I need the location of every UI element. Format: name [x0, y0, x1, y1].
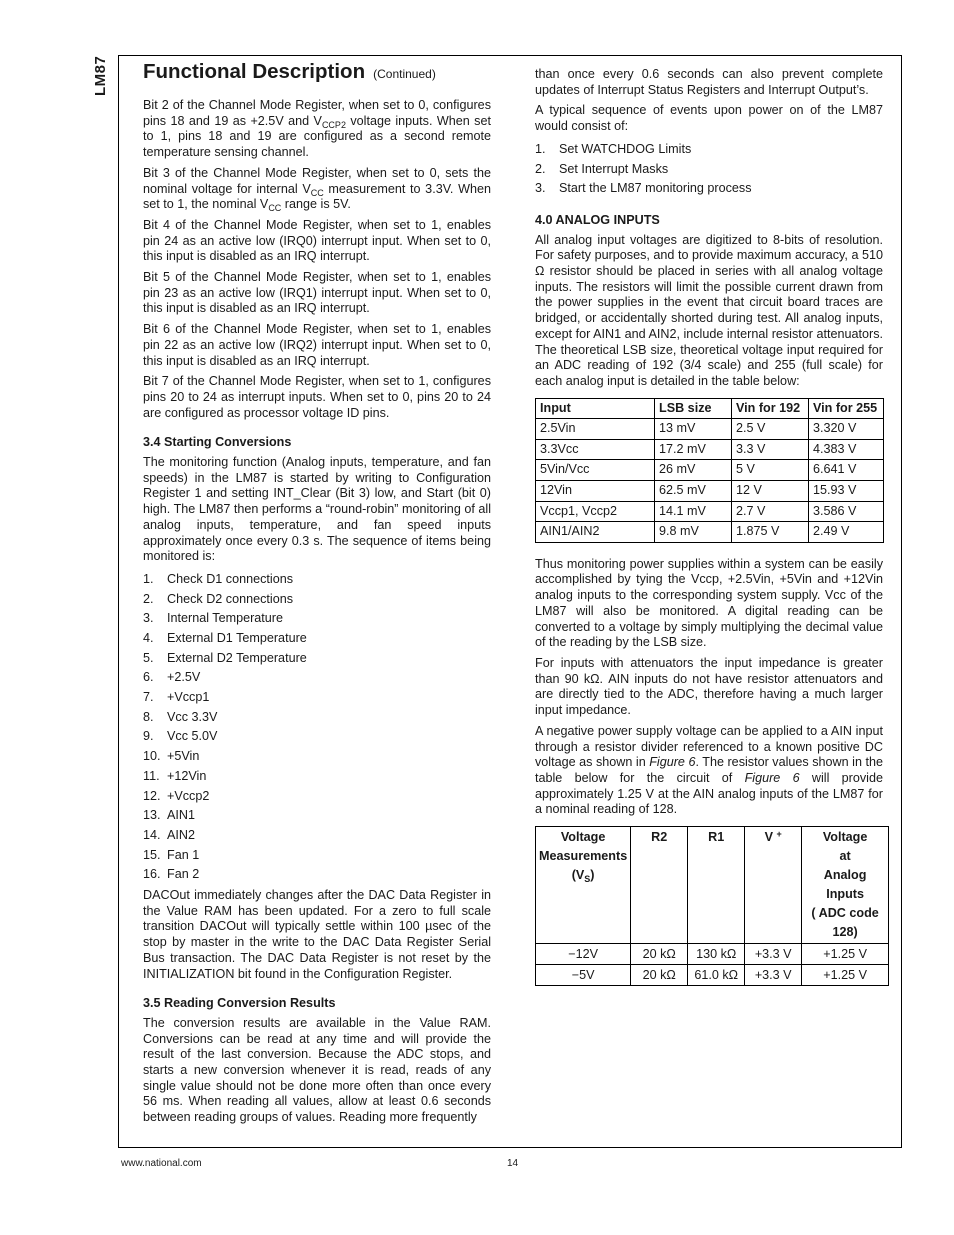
lsb-table-cell: 15.93 V — [809, 480, 884, 501]
divider-table-cell: −5V — [536, 965, 631, 986]
lsb-table-cell: 5 V — [732, 460, 809, 481]
divider-header-r1: R1 — [688, 827, 745, 944]
section-3-5-body: The conversion results are available in the Value RAM. Conversions can be read at any time and will provide the result of the last conversion. Because the ADC stops, and starts a new conversion whenever it is read, reads of any single value should not be done more often than once every 56 ms. When reading all values, allow at least 0.6 seconds between reading groups of values. Reading more frequently — [143, 1015, 491, 1125]
list-item-number: 13. — [143, 808, 161, 823]
power-on-steps-list — [535, 140, 883, 199]
lsb-table-cell: 14.1 mV — [655, 501, 732, 522]
divider-table-cell: 130 kΩ — [688, 944, 745, 965]
list-item-text: +2.5V — [167, 670, 201, 685]
lsb-table-cell: 26 mV — [655, 460, 732, 481]
sequence-item — [143, 708, 491, 728]
divider-header-voltage-at-analog-inputs: Voltage at Analog Inputs ( ADC code 128) — [802, 827, 889, 944]
list-item-text: Check D2 connections — [167, 591, 294, 606]
lsb-table-cell: 17.2 mV — [655, 439, 732, 460]
resistor-divider-table — [535, 826, 889, 986]
title-continued: (Continued) — [373, 67, 436, 81]
footer-url: www.national.com — [121, 1158, 202, 1169]
divider-table-cell: 20 kΩ — [631, 944, 688, 965]
list-item-text: AIN1 — [167, 808, 195, 823]
power-on-step — [535, 160, 883, 180]
footer-page-number: 14 — [507, 1158, 519, 1169]
lsb-header-vin-192: Vin for 192 — [732, 398, 809, 419]
divider-table-cell: +3.3 V — [745, 944, 802, 965]
continued-paragraph: than once every 0.6 seconds can also prevent complete updates of Interrupt Status Registers and Interrupt Output’s. — [535, 67, 883, 97]
list-item-number: 2. — [535, 161, 546, 176]
list-item-text: Vcc 3.3V — [167, 709, 218, 724]
list-item-number: 7. — [143, 690, 154, 705]
list-item-text: +12Vin — [167, 768, 207, 783]
list-item-number: 12. — [143, 788, 161, 803]
sequence-item — [143, 649, 491, 669]
lsb-table-cell: 3.3Vcc — [536, 439, 655, 460]
list-item-number: 1. — [143, 571, 154, 586]
lsb-header-lsb-size: LSB size — [655, 398, 732, 419]
sequence-item — [143, 865, 491, 885]
list-item-number: 4. — [143, 631, 154, 646]
lsb-table-cell: 6.641 V — [809, 460, 884, 481]
title-row — [143, 60, 491, 98]
side-tab — [86, 52, 118, 102]
sequence-item — [143, 668, 491, 688]
lsb-table-cell: AIN1/AIN2 — [536, 522, 655, 543]
figure-6-reference: Figure 6 — [649, 755, 696, 770]
lsb-table-cell: 4.383 V — [809, 439, 884, 460]
sequence-item — [143, 688, 491, 708]
negative-supply-paragraph: A negative power supply voltage can be applied to a AIN input through a resistor divider referenced to a known positive DC voltage as shown in Figure 6. The resistor values shown in the table below for the circuit of Figure 6 will provide approximately 1.25 V at the AIN analog inputs of the LM87 for a nominal reading of 128. — [535, 723, 883, 817]
typical-sequence-paragraph: A typical sequence of events upon power on of the LM87 would consist of: — [535, 103, 883, 134]
list-item-text: External D2 Temperature — [167, 650, 307, 665]
lsb-table-cell: 3.320 V — [809, 419, 884, 440]
list-item-text: +Vccp2 — [167, 788, 210, 803]
list-item-number: 6. — [143, 670, 154, 685]
lsb-table-row — [536, 439, 884, 460]
sequence-item — [143, 846, 491, 866]
list-item-number: 9. — [143, 729, 154, 744]
divider-header-vplus: V + — [745, 827, 802, 944]
monitoring-sequence-list — [143, 570, 491, 885]
lsb-header-input: Input — [536, 398, 655, 419]
divider-header-r2: R2 — [631, 827, 688, 944]
list-item-text: Fan 1 — [167, 847, 200, 862]
list-item-number: 1. — [535, 141, 546, 156]
lsb-table-header-row — [536, 398, 884, 419]
lsb-table-row — [536, 419, 884, 440]
sequence-item — [143, 806, 491, 826]
list-item-number: 15. — [143, 847, 161, 862]
impedance-paragraph: For inputs with attenuators the input impedance is greater than 90 kΩ. AIN inputs do not have resistor attenuators and are directly tied to the ADC, therefore having a much larger input impedance. — [535, 655, 883, 718]
sequence-item — [143, 570, 491, 590]
lsb-table-row — [536, 460, 884, 481]
divider-table-cell: 20 kΩ — [631, 965, 688, 986]
right-column — [535, 67, 883, 986]
section-4-0-body: All analog input voltages are digitized to 8-bits of resolution. For safety purposes, and to provide maximum accuracy, a 510 Ω resistor should be placed in series with all analog voltage inputs. The resistors will limit the possible current drawn from the power supplies in the event that circuit board traces are bridged, or accidentally shorted during test. All analog inputs, except for AIN1 and AIN2, include internal resistor attenuators. The theoretical LSB size, theoretical voltage input required for an ADC reading of 192 (3/4 scale) and 255 (full scale) for each analog input is detailed in the table below: — [535, 232, 883, 388]
section-4-0-heading: 4.0 ANALOG INPUTS — [535, 212, 660, 227]
lsb-table-cell: 3.586 V — [809, 501, 884, 522]
bit5-paragraph: Bit 5 of the Channel Mode Register, when set to 1, enables pin 23 as an active low (IRQ1) interrupt input. When set to 0, this input is disabled as an IRQ interrupt. — [143, 270, 491, 316]
lsb-table-cell: 9.8 mV — [655, 522, 732, 543]
list-item-text: +5Vin — [167, 749, 200, 764]
divider-table-cell: +3.3 V — [745, 965, 802, 986]
side-tab-label: LM87 — [92, 55, 109, 96]
list-item-text: Set Interrupt Masks — [559, 161, 669, 176]
list-item-text: Vcc 5.0V — [167, 729, 218, 744]
divider-table-cell: 61.0 kΩ — [688, 965, 745, 986]
power-on-step — [535, 179, 883, 199]
list-item-text: Fan 2 — [167, 867, 200, 882]
list-item-text: AIN2 — [167, 827, 195, 842]
divider-table-cell: +1.25 V — [802, 944, 889, 965]
section-3-5-heading: 3.5 Reading Conversion Results — [143, 996, 336, 1011]
bit7-paragraph: Bit 7 of the Channel Mode Register, when set to 1, configures pins 20 to 24 as interrupt inputs. When set to 0, pins 20 to 24 are configured as processor voltage ID pins. — [143, 374, 491, 420]
divider-header-voltage-measurements: Voltage Measurements $(V_S)$ — [536, 827, 631, 944]
lsb-table-cell: 13 mV — [655, 419, 732, 440]
bit4-paragraph: Bit 4 of the Channel Mode Register, when set to 1, enables pin 24 as an active low (IRQ0) interrupt input. When set to 0, this input is disabled as an IRQ interrupt. — [143, 217, 491, 264]
divider-table-cell: +1.25 V — [802, 965, 889, 986]
page-title: Functional Description — [143, 60, 366, 83]
list-item-text: +Vccp1 — [167, 690, 210, 705]
list-item-text: External D1 Temperature — [167, 631, 307, 646]
sequence-item — [143, 826, 491, 846]
lsb-table-cell: 2.5Vin — [536, 419, 655, 440]
divider-table-row — [536, 965, 889, 986]
lsb-table-cell: 12Vin — [536, 480, 655, 501]
lsb-table-cell: 2.49 V — [809, 522, 884, 543]
list-item-number: 10. — [143, 749, 161, 764]
lsb-table-row — [536, 480, 884, 501]
bit6-paragraph: Bit 6 of the Channel Mode Register, when set to 1, enables pin 22 as an active low (IRQ2) interrupt input. When set to 0, this input is disabled as an IRQ interrupt. — [143, 322, 491, 368]
section-3-4-body: The monitoring function (Analog inputs, temperature, and fan speeds) in the LM87 is started by writing to Configuration Register 1 and setting INT_Clear (Bit 3) low, and Start (bit 0) high. The LM87 then performs a “round-robin” monitoring of all analog inputs, temperature, and fan speed inputs approximately once every 0.3 s. The sequence of items being monitored is: — [143, 455, 491, 564]
list-item-number: 16. — [143, 867, 161, 882]
list-item-number: 14. — [143, 827, 161, 842]
lsb-header-vin-255: Vin for 255 — [809, 398, 884, 419]
power-on-step — [535, 140, 883, 160]
list-item-number: 5. — [143, 650, 154, 665]
list-item-number: 3. — [143, 611, 154, 626]
divider-table-cell: −12V — [536, 944, 631, 965]
lsb-table — [535, 398, 884, 543]
dacout-paragraph: DACOut immediately changes after the DAC Data Register in the Value RAM has been updated. For a zero to full scale transition DACOut will typically settle within 100 µsec of the stop by master in the write to the DAC Data Register Serial Bus transaction. The DAC Data Register is not reset by the INITIALIZATION bit found in the Configuration Register. — [143, 887, 491, 981]
bit2-paragraph: Bit 2 of the Channel Mode Register, when set to 0, configures pins 18 and 19 as +2.5V and $V_{CCP2}$ voltage inputs. When set to 1, pins 18 and 19 are configured as a second remote temperature sensing channel. — [143, 98, 491, 160]
sequence-item — [143, 747, 491, 767]
lsb-table-cell: 2.7 V — [732, 501, 809, 522]
list-item-number: 3. — [535, 181, 546, 196]
list-item-number: 8. — [143, 709, 154, 724]
figure-6-reference: Figure 6 — [744, 770, 800, 785]
lsb-table-cell: 3.3 V — [732, 439, 809, 460]
sequence-item — [143, 767, 491, 787]
lsb-table-cell: 12 V — [732, 480, 809, 501]
left-column — [143, 60, 491, 1131]
list-item-number: 2. — [143, 591, 154, 606]
list-item-number: 11. — [143, 768, 160, 783]
divider-table-header-row — [536, 827, 889, 944]
lsb-table-row — [536, 501, 884, 522]
lsb-table-cell: 1.875 V — [732, 522, 809, 543]
lsb-table-row — [536, 522, 884, 543]
list-item-text: Start the LM87 monitoring process — [559, 181, 752, 196]
bit3-paragraph: Bit 3 of the Channel Mode Register, when set to 0, sets the nominal voltage for internal $V_{CC}$ measurement to 3.3V. When set to 1, the nominal $V_{CC}$ range is 5V. — [143, 165, 491, 214]
sequence-item — [143, 590, 491, 610]
section-3-4-heading: 3.4 Starting Conversions — [143, 435, 292, 450]
sequence-item — [143, 609, 491, 629]
list-item-text: Check D1 connections — [167, 571, 294, 586]
lsb-table-cell: 62.5 mV — [655, 480, 732, 501]
divider-table-row — [536, 944, 889, 965]
sequence-item — [143, 787, 491, 807]
sequence-item — [143, 727, 491, 747]
list-item-text: Set WATCHDOG Limits — [559, 141, 692, 156]
lsb-table-cell: 2.5 V — [732, 419, 809, 440]
list-item-text: Internal Temperature — [167, 611, 283, 626]
monitoring-paragraph: Thus monitoring power supplies within a system can be easily accomplished by tying the Vccp, +2.5Vin, +5Vin and +12Vin analog inputs to the corresponding system supply. Vcc of the LM87 will also be monitored. A digital reading can be converted to a voltage by simply multiplying the decimal value of the reading by the LSB size. — [535, 556, 883, 650]
lsb-table-cell: 5Vin/Vcc — [536, 460, 655, 481]
sequence-item — [143, 629, 491, 649]
lsb-table-cell: Vccp1, Vccp2 — [536, 501, 655, 522]
